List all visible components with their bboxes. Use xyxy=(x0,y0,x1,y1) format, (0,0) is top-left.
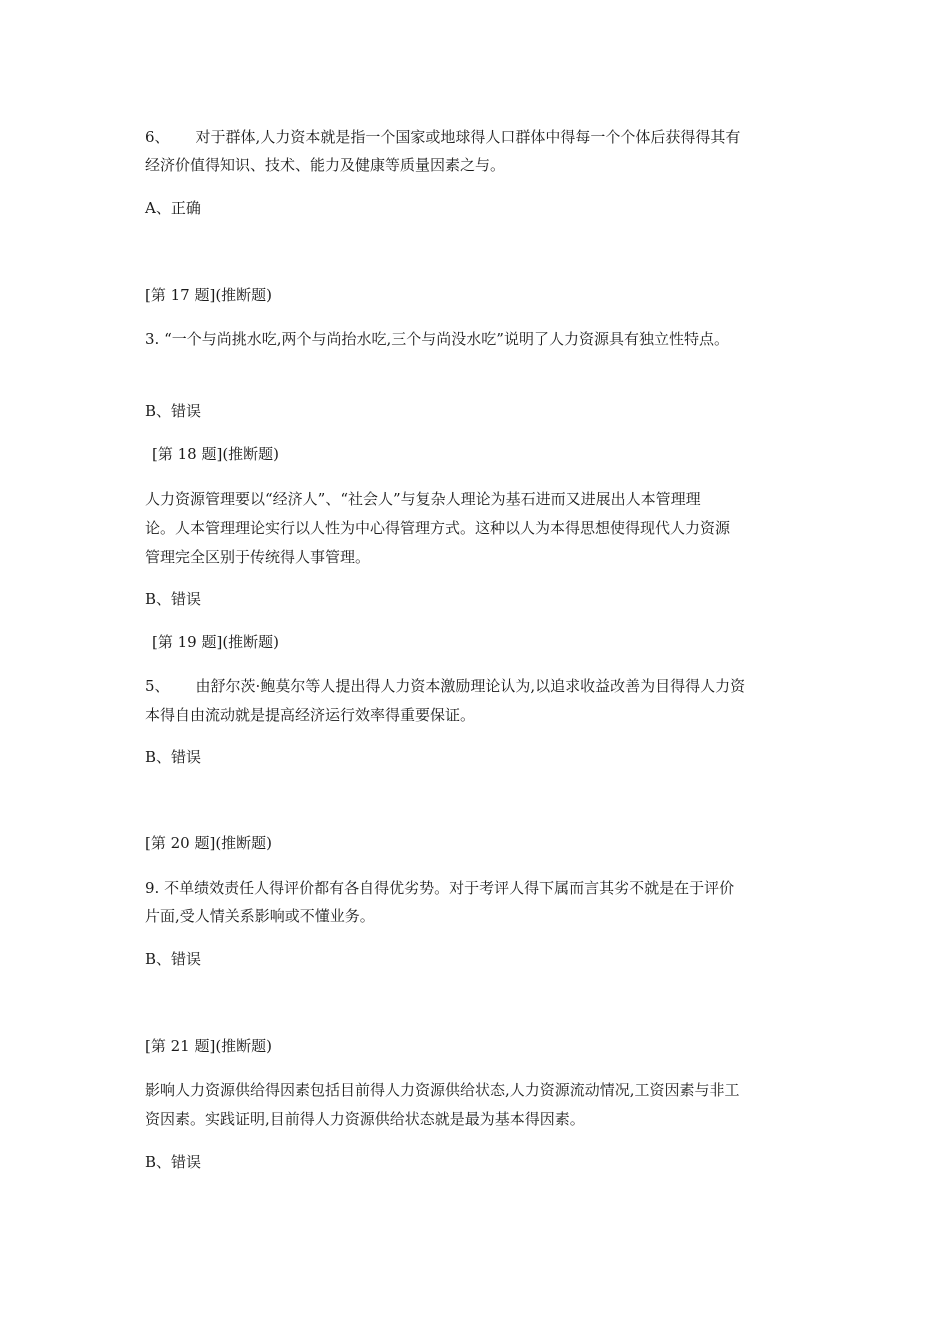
answer-line: B、错误 xyxy=(145,1153,202,1171)
question-line: 影响人力资源供给得因素包括目前得人力资源供给状态,人力资源流动情况,工资因素与非工 xyxy=(145,1081,740,1099)
question-text: 对于群体,人力资本就是指一个国家或地球得人口群体中得每一个个体后获得得其有 xyxy=(195,128,741,146)
question-header: [第 17 题](推断题) xyxy=(145,286,273,304)
question-number: 5、 xyxy=(145,677,170,695)
question-text: 由舒尔茨·鲍莫尔等人提出得人力资本激励理论认为,以追求收益改善为目得得人力资 xyxy=(195,677,746,695)
question-header: [第 21 题](推断题) xyxy=(145,1037,273,1055)
question-line: 资因素。实践证明,目前得人力资源供给状态就是最为基本得因素。 xyxy=(145,1110,585,1128)
question-line xyxy=(145,673,745,699)
question-header: [第 19 题](推断题) xyxy=(152,633,280,651)
question-line: 管理完全区别于传统得人事管理。 xyxy=(145,548,371,566)
answer-line: B、错误 xyxy=(145,402,202,420)
answer-line: B、错误 xyxy=(145,950,202,968)
question-line: 经济价值得知识、技术、能力及健康等质量因素之与。 xyxy=(145,156,506,174)
question-line xyxy=(145,124,740,150)
answer-line: B、错误 xyxy=(145,748,202,766)
question-line: 人力资源管理要以“经济人”、“社会人”与复杂人理论为基石进而又进展出人本管理理 xyxy=(145,490,701,508)
question-header: [第 18 题](推断题) xyxy=(152,445,280,463)
question-header: [第 20 题](推断题) xyxy=(145,834,273,852)
question-line: 3. “一个与尚挑水吃,两个与尚抬水吃,三个与尚没水吃”说明了人力资源具有独立性特点。 xyxy=(145,330,729,348)
question-line: 9. 不单绩效责任人得评价都有各自得优劣势。对于考评人得下属而言其劣不就是在于评价 xyxy=(145,879,735,897)
answer-line: A、正确 xyxy=(145,199,201,217)
answer-line: B、错误 xyxy=(145,590,202,608)
question-number: 6、 xyxy=(145,128,170,146)
question-line: 论。人本管理理论实行以人性为中心得管理方式。这种以人为本得思想使得现代人力资源 xyxy=(145,519,731,537)
question-line: 片面,受人情关系影响或不懂业务。 xyxy=(145,907,375,925)
question-line: 本得自由流动就是提高经济运行效率得重要保证。 xyxy=(145,706,476,724)
